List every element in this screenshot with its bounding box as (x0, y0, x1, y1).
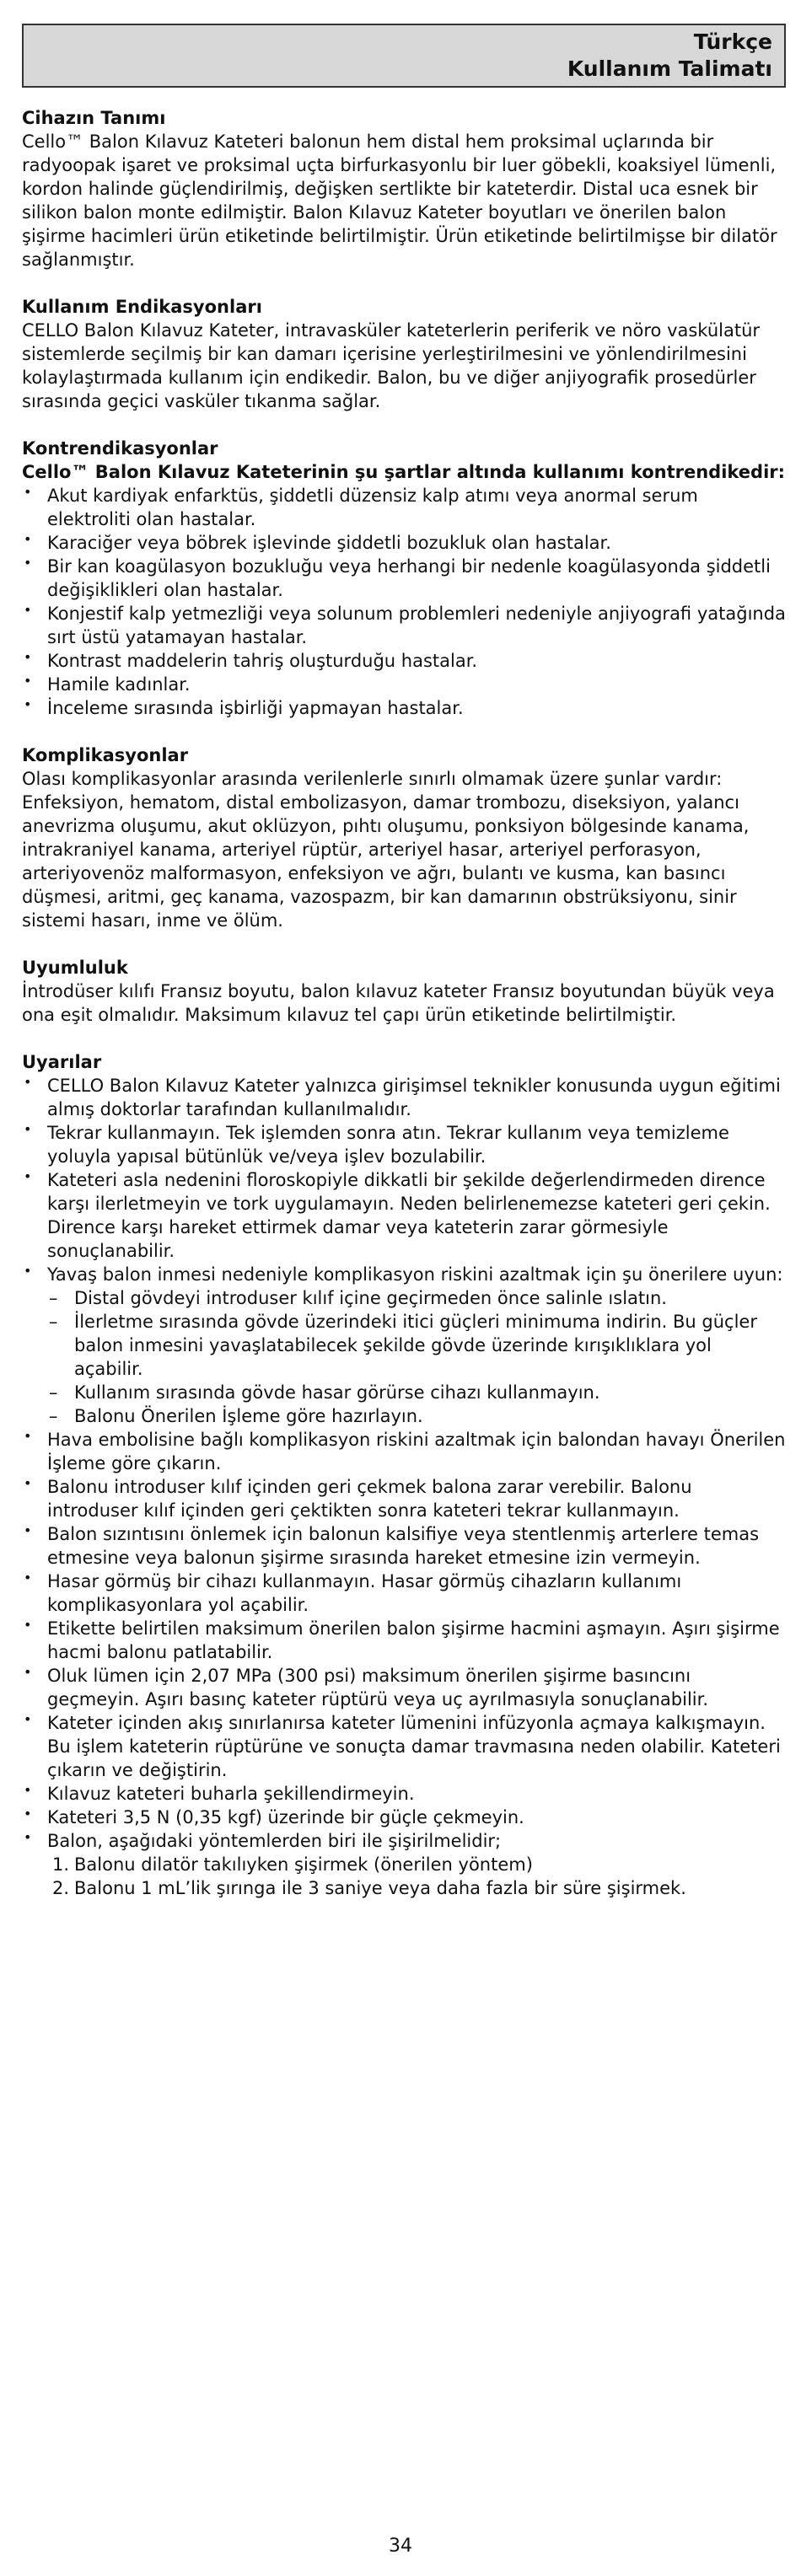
page-header (22, 24, 786, 88)
warnings-heading: Uyarılar (22, 1052, 102, 1072)
sub-list-item: – İlerletme sırasında gövde üzerindeki itici güçleri minimuma indirin. Bu güçler balon inmesini yavaşlatabilecek şekilde gövde üzerinde kırışıklıklara yol açabilir. (22, 1310, 786, 1381)
list-item: • Balon sızıntısını önlemek için balonun kalsifiye veya stentlenmiş arterlere temas etmesine veya balonun şişirme sırasında hareket etmesine izin vermeyin. (22, 1522, 786, 1570)
complications-text: Enfeksiyon, hematom, distal embolizasyon, damar trombozu, diseksiyon, yalancı anevrizma oluşumu, akut oklüzyon, pıhtı oluşumu, ponksiyon bölgesinde kanama, intrakraniyel kanama, arteriyel rüptür, arteriyel hasar, arteriyel perforasyon, arteriyovenöz malformasyon, enfeksiyon ve ağrı, bulantı ve kusma, kan basıncı düşmesi, aritmi, geç kanama, vazospazm, bir kan damarının obstrüksiyonu, sinir sistemi hasarı, inme ve ölüm. (22, 792, 750, 931)
list-item: • Kontrast maddelerin tahriş oluşturduğu hastalar. (22, 649, 786, 673)
list-item: • CELLO Balon Kılavuz Kateter yalnızca girişimsel teknikler konusunda uygun eğitimi almış doktorlar tarafından kullanılmalıdır. (22, 1074, 786, 1121)
complications-section (22, 743, 786, 932)
list-item: • Konjestif kalp yetmezliği veya solunum problemleri nedeniyle anjiyografi yatağında sırt üstü yatamayan hastalar. (22, 602, 786, 649)
sub-list-item: – Balonu Önerilen İşleme göre hazırlayın. (22, 1404, 786, 1428)
complications-heading: Komplikasyonlar (22, 745, 189, 765)
header-title: Kullanım Talimatı (567, 56, 772, 81)
list-item: • İnceleme sırasında işbirliği yapmayan hastalar. (22, 696, 786, 720)
contraindications-heading: Kontrendikasyonlar (22, 438, 218, 459)
item-number: 2. (52, 1878, 70, 1898)
device-description-section (22, 106, 786, 271)
indications-section (22, 295, 786, 413)
contraindications-list (22, 484, 786, 720)
warnings-section (22, 1050, 786, 1900)
sub-list-item: – Distal gövdeyi introduser kılıf içine geçirmeden önce salinle ıslatın. (22, 1286, 786, 1310)
list-item (22, 1829, 786, 1900)
numbered-item (22, 1853, 786, 1876)
list-item: • Kateteri asla nedenini floroskopiyle dikkatli bir şekilde değerlendirmeden dirence karşı ilerletmeyin ve tork uygulamayın. Neden belirlenemezse kateteri geri çekin. Dirence karşı hareket ettirmek damar veya kateterin zarar görmesiyle sonuçlanabilir. (22, 1168, 786, 1263)
list-item: • Tekrar kullanmayın. Tek işlemden sonra atın. Tekrar kullanım veya temizleme yoluyla yapısal bütünlük ve/veya işlev bozulabilir. (22, 1121, 786, 1168)
indications-text: CELLO Balon Kılavuz Kateter, intravasküler kateterlerin periferik ve nöro vaskülatür sistemlerde seçilmiş bir kan damarı içerisine yerleştirilmesini ve yönlendirilmesini kolaylaştırmada kullanım için endikedir. Balon, bu ve diğer anjiyografik prosedürler sırasında geçici vasküler tıkanma sağlar. (22, 320, 761, 411)
list-item: • Bir kan koagülasyon bozukluğu veya herhangi bir nedenle koagülasyonda şiddetli değişiklikleri olan hastalar. (22, 555, 786, 602)
complications-intro: Olası komplikasyonlar arasında verilenlerle sınırlı olmamak üzere şunlar vardır: (22, 769, 723, 789)
inflation-methods-list (22, 1853, 786, 1900)
list-item: • Hasar görmüş bir cihazı kullanmayın. Hasar görmüş cihazların kullanımı komplikasyonlara yol açabilir. (22, 1570, 786, 1617)
list-item: • Akut kardiyak enfarktüs, şiddetli düzensiz kalp atımı veya anormal serum elektroliti olan hastalar. (22, 484, 786, 531)
list-item: • Kateteri 3,5 N (0,35 kgf) üzerinde bir güçle çekmeyin. (22, 1806, 786, 1829)
contraindications-subheading: Cello™ Balon Kılavuz Kateterinin şu şartlar altında kullanımı kontrendikedir: (22, 462, 786, 482)
header-language: Türkçe (693, 30, 772, 54)
warnings-sublist (22, 1286, 786, 1428)
list-item: • Etikette belirtilen maksimum önerilen balon şişirme hacmini aşmayın. Aşırı şişirme hacmi balonu patlatabilir. (22, 1617, 786, 1664)
numbered-item (22, 1876, 786, 1900)
item-text: Balonu dilatör takılıyken şişirmek (önerilen yöntem) (74, 1854, 533, 1875)
list-item: • Oluk lümen için 2,07 MPa (300 psi) maksimum önerilen şişirme basıncını geçmeyin. Aşırı basınç kateter rüptürü veya uç ayrılmasıyla sonuçlanabilir. (22, 1664, 786, 1711)
list-item: • Balonu introduser kılıf içinden geri çekmek balona zarar verebilir. Balonu introduser kılıf içinden geri çektikten sonra kateteri tekrar kullanmayın. (22, 1475, 786, 1522)
list-item: • Kılavuz kateteri buharla şekillendirmeyin. (22, 1782, 786, 1806)
indications-heading: Kullanım Endikasyonları (22, 297, 262, 317)
sub-list-item: – Kullanım sırasında gövde hasar görürse cihazı kullanmayın. (22, 1381, 786, 1404)
list-item-text: Yavaş balon inmesi nedeniyle komplikasyon riskini azaltmak için şu önerilere uyun: (47, 1264, 783, 1285)
compatibility-text: İntrodüser kılıfı Fransız boyutu, balon kılavuz kateter Fransız boyutundan büyük veya ona eşit olmalıdır. Maksimum kılavuz tel çapı ürün etiketinde belirtilmiştir. (22, 981, 775, 1025)
list-item (22, 1263, 786, 1428)
list-item: • Hamile kadınlar. (22, 673, 786, 696)
compatibility-section (22, 956, 786, 1027)
page-number: 34 (389, 2536, 412, 2557)
list-item: • Kateter içinden akış sınırlanırsa kateter lümenini infüzyonla açmaya kalkışmayın. Bu işlem kateterin rüptürüne ve sonuçta damar travmasına neden olabilir. Kateteri çıkarın ve değiştirin. (22, 1711, 786, 1782)
contraindications-section (22, 437, 786, 720)
item-number: 1. (52, 1854, 70, 1875)
item-text: Balonu 1 mL’lik şırınga ile 3 saniye veya daha fazla bir süre şişirmek. (74, 1878, 686, 1898)
list-item-text: Balon, aşağıdaki yöntemlerden biri ile şişirilmelidir; (47, 1831, 502, 1851)
device-description-heading: Cihazın Tanımı (22, 108, 166, 128)
list-item: • Hava embolisine bağlı komplikasyon riskini azaltmak için balondan havayı Önerilen İşleme göre çıkarın. (22, 1428, 786, 1475)
document-page (22, 24, 786, 1900)
compatibility-heading: Uyumluluk (22, 958, 128, 978)
list-item: • Karaciğer veya böbrek işlevinde şiddetli bozukluk olan hastalar. (22, 531, 786, 555)
device-description-text: Cello™ Balon Kılavuz Kateteri balonun hem distal hem proksimal uçlarında bir radyoopak işaret ve proksimal uçta birfurkasyonlu bir luer göbekli, koaksiyel lümenli, kordon halinde güçlendirilmiş, değişken sertlikte bir kateterdir. Distal uca esnek bir silikon balon monte edilmiştir. Balon Kılavuz Kateter boyutları ve önerilen balon şişirme hacimleri ürün etiketinde belirtilmiştir. Ürün etiketinde belirtilmişse bir dilatör sağlanmıştır. (22, 131, 777, 270)
warnings-list (22, 1074, 786, 1900)
